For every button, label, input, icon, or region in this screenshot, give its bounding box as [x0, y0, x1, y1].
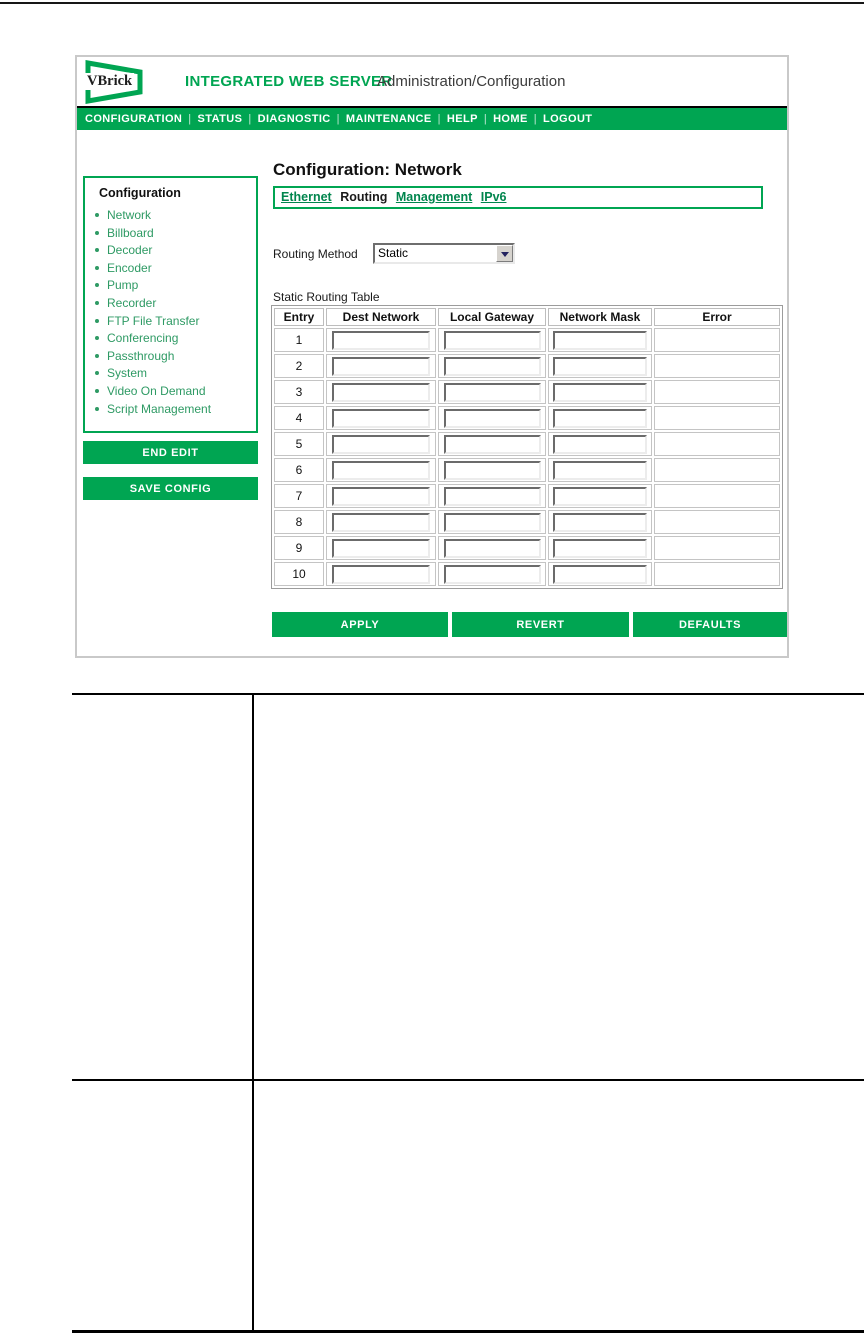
doc-table-column-divider [252, 695, 254, 1330]
bullet-icon [95, 407, 99, 411]
page-context-title: Administration/Configuration [377, 73, 566, 90]
error-cell [654, 562, 780, 586]
nav-item-diagnostic[interactable]: DIAGNOSTIC [257, 113, 331, 125]
network-mask-input[interactable] [553, 461, 646, 480]
doc-table-cell [78, 703, 246, 1073]
page-top-rule [0, 2, 864, 4]
bullet-icon [95, 283, 99, 287]
static-routing-table [271, 305, 783, 589]
error-cell [654, 484, 780, 508]
nav-item-logout[interactable]: LOGOUT [542, 113, 593, 125]
nav-item-help[interactable]: HELP [446, 113, 478, 125]
error-cell [654, 432, 780, 456]
local-gateway-input[interactable] [444, 383, 541, 402]
doc-table-cell [264, 703, 860, 1073]
table-row [274, 432, 780, 456]
bullet-icon [95, 371, 99, 375]
table-row [274, 328, 780, 352]
dest-network-input[interactable] [332, 383, 431, 402]
sidebar-item-system[interactable] [85, 365, 256, 383]
sidebar-item-label: Recorder [107, 295, 157, 310]
sidebar-title: Configuration [99, 186, 181, 200]
local-gateway-input[interactable] [444, 331, 541, 350]
network-mask-input[interactable] [553, 331, 646, 350]
sidebar-item-label: Video On Demand [107, 383, 206, 398]
nav-separator: | [336, 113, 340, 125]
dest-network-input[interactable] [332, 331, 431, 350]
network-mask-input[interactable] [553, 383, 646, 402]
nav-item-home[interactable]: HOME [493, 113, 528, 125]
sidebar-item-label: Billboard [107, 225, 154, 240]
entry-number: 3 [274, 380, 324, 404]
bullet-icon [95, 301, 99, 305]
sidebar-item-label: Network [107, 208, 152, 222]
table-row [274, 562, 780, 586]
defaults-button[interactable]: DEFAULTS [633, 612, 787, 637]
sidebar-menu [85, 207, 256, 418]
table-row [274, 458, 780, 482]
doc-table-cell [264, 1089, 860, 1327]
sidebar [83, 176, 258, 433]
tab-ethernet[interactable]: Ethernet [281, 190, 332, 204]
dropdown-arrow-button[interactable] [496, 245, 513, 262]
entry-number: 4 [274, 406, 324, 430]
dest-network-input[interactable] [332, 513, 431, 532]
network-mask-input[interactable] [553, 513, 646, 532]
entry-number: 7 [274, 484, 324, 508]
table-row [274, 536, 780, 560]
app-title: INTEGRATED WEB SERVER [185, 73, 393, 90]
local-gateway-input[interactable] [444, 565, 541, 584]
error-cell [654, 328, 780, 352]
bullet-icon [95, 336, 99, 340]
bullet-icon [95, 389, 99, 393]
entry-number: 6 [274, 458, 324, 482]
dest-network-input[interactable] [332, 539, 431, 558]
error-cell [654, 510, 780, 534]
save-config-button[interactable]: SAVE CONFIG [83, 477, 258, 500]
nav-separator: | [248, 113, 252, 125]
sidebar-item-billboard[interactable] [85, 225, 256, 243]
column-header-entry: Entry [274, 308, 324, 326]
local-gateway-input[interactable] [444, 539, 541, 558]
sidebar-item-label: Decoder [107, 243, 153, 258]
sidebar-item-label: System [107, 366, 148, 381]
sidebar-item-label: Passthrough [107, 348, 175, 363]
local-gateway-input[interactable] [444, 435, 541, 454]
error-cell [654, 458, 780, 482]
table-row [274, 484, 780, 508]
sidebar-item-network[interactable] [85, 207, 256, 225]
apply-button[interactable]: APPLY [272, 612, 448, 637]
network-mask-input[interactable] [553, 487, 646, 506]
nav-item-status[interactable]: STATUS [197, 113, 243, 125]
doc-table [72, 693, 864, 1333]
sidebar-item-label: FTP File Transfer [107, 313, 200, 328]
network-mask-input[interactable] [553, 357, 646, 376]
local-gateway-input[interactable] [444, 487, 541, 506]
sidebar-item-video-on-demand[interactable] [85, 383, 256, 401]
nav-item-maintenance[interactable]: MAINTENANCE [345, 113, 432, 125]
logo-text: VBrick [87, 73, 133, 89]
column-header-dest-network: Dest Network [326, 308, 436, 326]
sidebar-item-recorder[interactable] [85, 295, 256, 313]
content-area [77, 130, 787, 656]
table-row [274, 406, 780, 430]
sidebar-item-label: Encoder [107, 260, 152, 275]
sidebar-item-decoder[interactable] [85, 242, 256, 260]
routing-method-value: Static [378, 246, 409, 260]
tab-bar [273, 186, 763, 209]
dest-network-input[interactable] [332, 435, 431, 454]
network-mask-input[interactable] [553, 435, 646, 454]
routing-method-label: Routing Method [273, 247, 358, 261]
dest-network-input[interactable] [332, 409, 431, 428]
sidebar-item-ftp-file-transfer[interactable] [85, 313, 256, 331]
network-mask-input[interactable] [553, 539, 646, 558]
local-gateway-input[interactable] [444, 513, 541, 532]
end-edit-button[interactable]: END EDIT [83, 441, 258, 464]
dest-network-input[interactable] [332, 487, 431, 506]
vbrick-logo [84, 59, 144, 105]
nav-item-configuration[interactable]: CONFIGURATION [85, 113, 183, 125]
network-mask-input[interactable] [553, 409, 646, 428]
sidebar-item-label: Script Management [107, 401, 212, 416]
static-routing-table-caption: Static Routing Table [273, 290, 380, 304]
table-row [274, 510, 780, 534]
sidebar-item-pump[interactable] [85, 277, 256, 295]
network-mask-input[interactable] [553, 565, 646, 584]
doc-table-row-divider [72, 1079, 864, 1081]
app-header [77, 57, 787, 106]
column-header-network-mask: Network Mask [548, 308, 652, 326]
entry-number: 8 [274, 510, 324, 534]
doc-table-cell [78, 1089, 246, 1327]
column-header-error: Error [654, 308, 780, 326]
routing-method-select[interactable] [373, 243, 515, 264]
table-header-row [274, 308, 780, 326]
sidebar-item-encoder[interactable] [85, 260, 256, 278]
column-header-local-gateway: Local Gateway [438, 308, 546, 326]
nav-separator: | [533, 113, 537, 125]
error-cell [654, 536, 780, 560]
embedded-screenshot [75, 55, 789, 658]
bullet-icon [95, 354, 99, 358]
tab-management[interactable]: Management [395, 190, 473, 204]
main-navbar [77, 108, 787, 130]
nav-separator: | [437, 113, 441, 125]
chevron-down-icon [501, 252, 509, 257]
nav-separator: | [483, 113, 488, 125]
sidebar-item-label: Conferencing [107, 331, 179, 346]
bullet-icon [95, 213, 99, 217]
page-title: Configuration: Network [273, 160, 462, 179]
entry-number: 2 [274, 354, 324, 378]
dest-network-input[interactable] [332, 565, 431, 584]
local-gateway-input[interactable] [444, 409, 541, 428]
entry-number: 5 [274, 432, 324, 456]
sidebar-item-script-management[interactable] [85, 401, 256, 419]
entry-number: 1 [274, 328, 324, 352]
error-cell [654, 380, 780, 404]
dest-network-input[interactable] [332, 461, 431, 480]
nav-separator: | [188, 113, 192, 125]
revert-button[interactable]: REVERT [452, 612, 629, 637]
entry-number: 10 [274, 562, 324, 586]
entry-number: 9 [274, 536, 324, 560]
table-row [274, 354, 780, 378]
local-gateway-input[interactable] [444, 461, 541, 480]
table-row [274, 380, 780, 404]
sidebar-item-label: Pump [107, 278, 139, 293]
local-gateway-input[interactable] [444, 357, 541, 376]
tab-routing[interactable]: Routing [340, 190, 388, 204]
sidebar-item-passthrough[interactable] [85, 348, 256, 366]
error-cell [654, 354, 780, 378]
bullet-icon [95, 319, 99, 323]
sidebar-item-conferencing[interactable] [85, 330, 256, 348]
bullet-icon [95, 248, 99, 252]
tab-ipv6[interactable]: IPv6 [480, 190, 507, 204]
bullet-icon [95, 266, 99, 270]
error-cell [654, 406, 780, 430]
bullet-icon [95, 231, 99, 235]
dest-network-input[interactable] [332, 357, 431, 376]
